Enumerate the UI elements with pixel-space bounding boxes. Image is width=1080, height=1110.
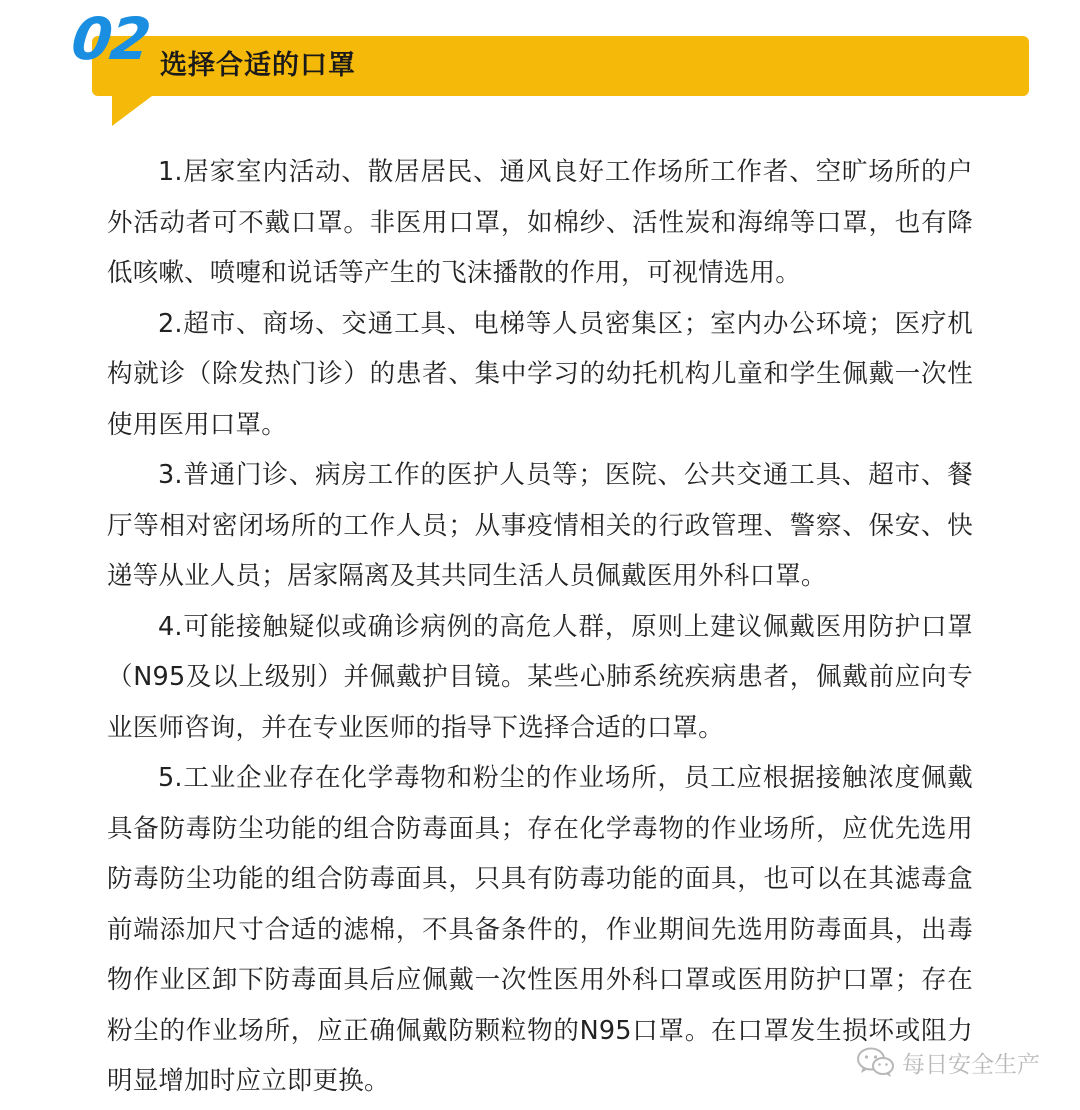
article-body bbox=[107, 147, 973, 1107]
paragraph-1: 1.居家室内活动、散居居民、通风良好工作场所工作者、空旷场所的户外活动者可不戴口罩。非医用口罩，如棉纱、活性炭和海绵等口罩，也有降低咳嗽、喷嚏和说话等产生的飞沫播散的作用，可视情选用。 bbox=[107, 157, 973, 288]
paragraph-4: 4.可能接触疑似或确诊病例的高危人群，原则上建议佩戴医用防护口罩（N95及以上级别）并佩戴护目镜。某些心肺系统疾病患者，佩戴前应向专业医师咨询，并在专业医师的指导下选择合适的口罩。 bbox=[107, 611, 973, 743]
paragraph-3: 3.普通门诊、病房工作的医护人员等；医院、公共交通工具、超市、餐厅等相对密闭场所的工作人员；从事疫情相关的行政管理、警察、保安、快递等从业人员；居家隔离及其共同生活人员佩戴医用外科口罩。 bbox=[107, 460, 973, 591]
paragraph-5: 5.工业企业存在化学毒物和粉尘的作业场所，员工应根据接触浓度佩戴具备防毒防尘功能的组合防毒面具；存在化学毒物的作业场所，应优先选用防毒防尘功能的组合防毒面具，只具有防毒功能的面具，也可以在其滤毒盒前端添加尺寸合适的滤棉，不具备条件的，作业期间先选用防毒面具，出毒物作业区卸下防毒面具后应佩戴一次性医用外科口罩或医用防护口罩；存在粉尘的作业场所，应正确佩戴防颗粒物的N95口罩。在口罩发生损坏或阻力明显增加时应立即更换。 bbox=[107, 763, 973, 1096]
watermark-text: 每日安全生产 bbox=[902, 1051, 1040, 1078]
watermark bbox=[856, 1042, 1040, 1082]
paragraph-2: 2.超市、商场、交通工具、电梯等人员密集区；室内办公环境；医疗机构就诊（除发热门诊）的患者、集中学习的幼托机构儿童和学生佩戴一次性使用医用口罩。 bbox=[107, 308, 973, 440]
section-header bbox=[0, 0, 1080, 140]
section-number: 02 bbox=[68, 5, 153, 73]
section-title: 选择合适的口罩 bbox=[160, 50, 356, 81]
wechat-icon bbox=[856, 1046, 896, 1078]
